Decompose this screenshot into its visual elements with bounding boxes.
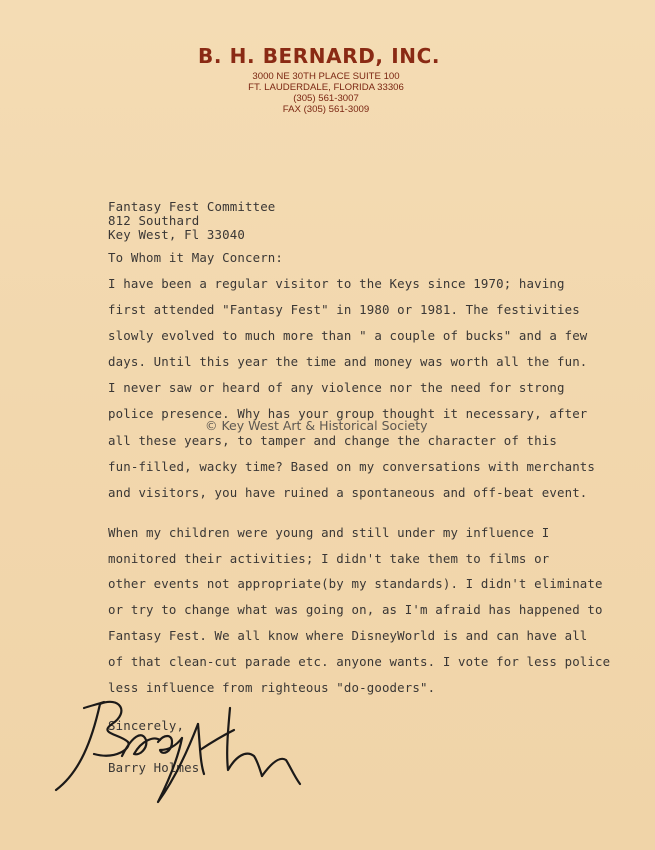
body-line: or try to change what was going on, as I'm afraid has happened to — [108, 602, 603, 617]
company-name: B. H. BERNARD, INC. — [198, 44, 441, 68]
body-line: and visitors, you have ruined a spontaneous and off-beat event. — [108, 485, 588, 500]
body-line: all these years, to tamper and change the character of this — [108, 433, 557, 448]
salutation: To Whom it May Concern: — [108, 250, 284, 265]
body-line: police presence. Why has your group thought it necessary, after — [108, 406, 588, 421]
body-line: of that clean-cut parade etc. anyone wants. I vote for less police — [108, 654, 611, 669]
handwritten-signature — [50, 690, 310, 820]
body-line: I never saw or heard of any violence nor the need for strong — [108, 380, 565, 395]
body-line: fun-filled, wacky time? Based on my conversations with merchants — [108, 459, 596, 474]
signer-name: Barry Holmes — [108, 760, 200, 775]
copyright-watermark: © Key West Art & Historical Society — [205, 418, 428, 433]
recipient-line-3: Key West, Fl 33040 — [108, 227, 245, 242]
address-line-2: FT. LAUDERDALE, FLORIDA 33306 — [248, 82, 404, 93]
body-line: I have been a regular visitor to the Keys since 1970; having — [108, 276, 565, 291]
body-line: less influence from righteous "do-gooders". — [108, 680, 436, 695]
body-line: slowly evolved to much more than " a couple of bucks" and a few — [108, 328, 588, 343]
recipient-line-1: Fantasy Fest Committee — [108, 199, 276, 214]
body-line: Fantasy Fest. We all know where DisneyWorld is and can have all — [108, 628, 588, 643]
body-line: monitored their activities; I didn't take them to films or — [108, 551, 550, 566]
closing: Sincerely, — [108, 718, 185, 733]
fax-line: FAX (305) 561-3009 — [282, 104, 370, 115]
recipient-line-2: 812 Southard — [108, 213, 200, 228]
body-line: first attended "Fantasy Fest" in 1980 or 1981. The festivities — [108, 302, 580, 317]
address-line-1: 3000 NE 30TH PLACE SUITE 100 — [252, 71, 400, 82]
body-line: days. Until this year the time and money was worth all the fun. — [108, 354, 588, 369]
phone-line: (305) 561-3007 — [293, 93, 359, 104]
body-line: other events not appropriate(by my standards). I didn't eliminate — [108, 576, 603, 591]
body-line: When my children were young and still under my influence I — [108, 525, 550, 540]
